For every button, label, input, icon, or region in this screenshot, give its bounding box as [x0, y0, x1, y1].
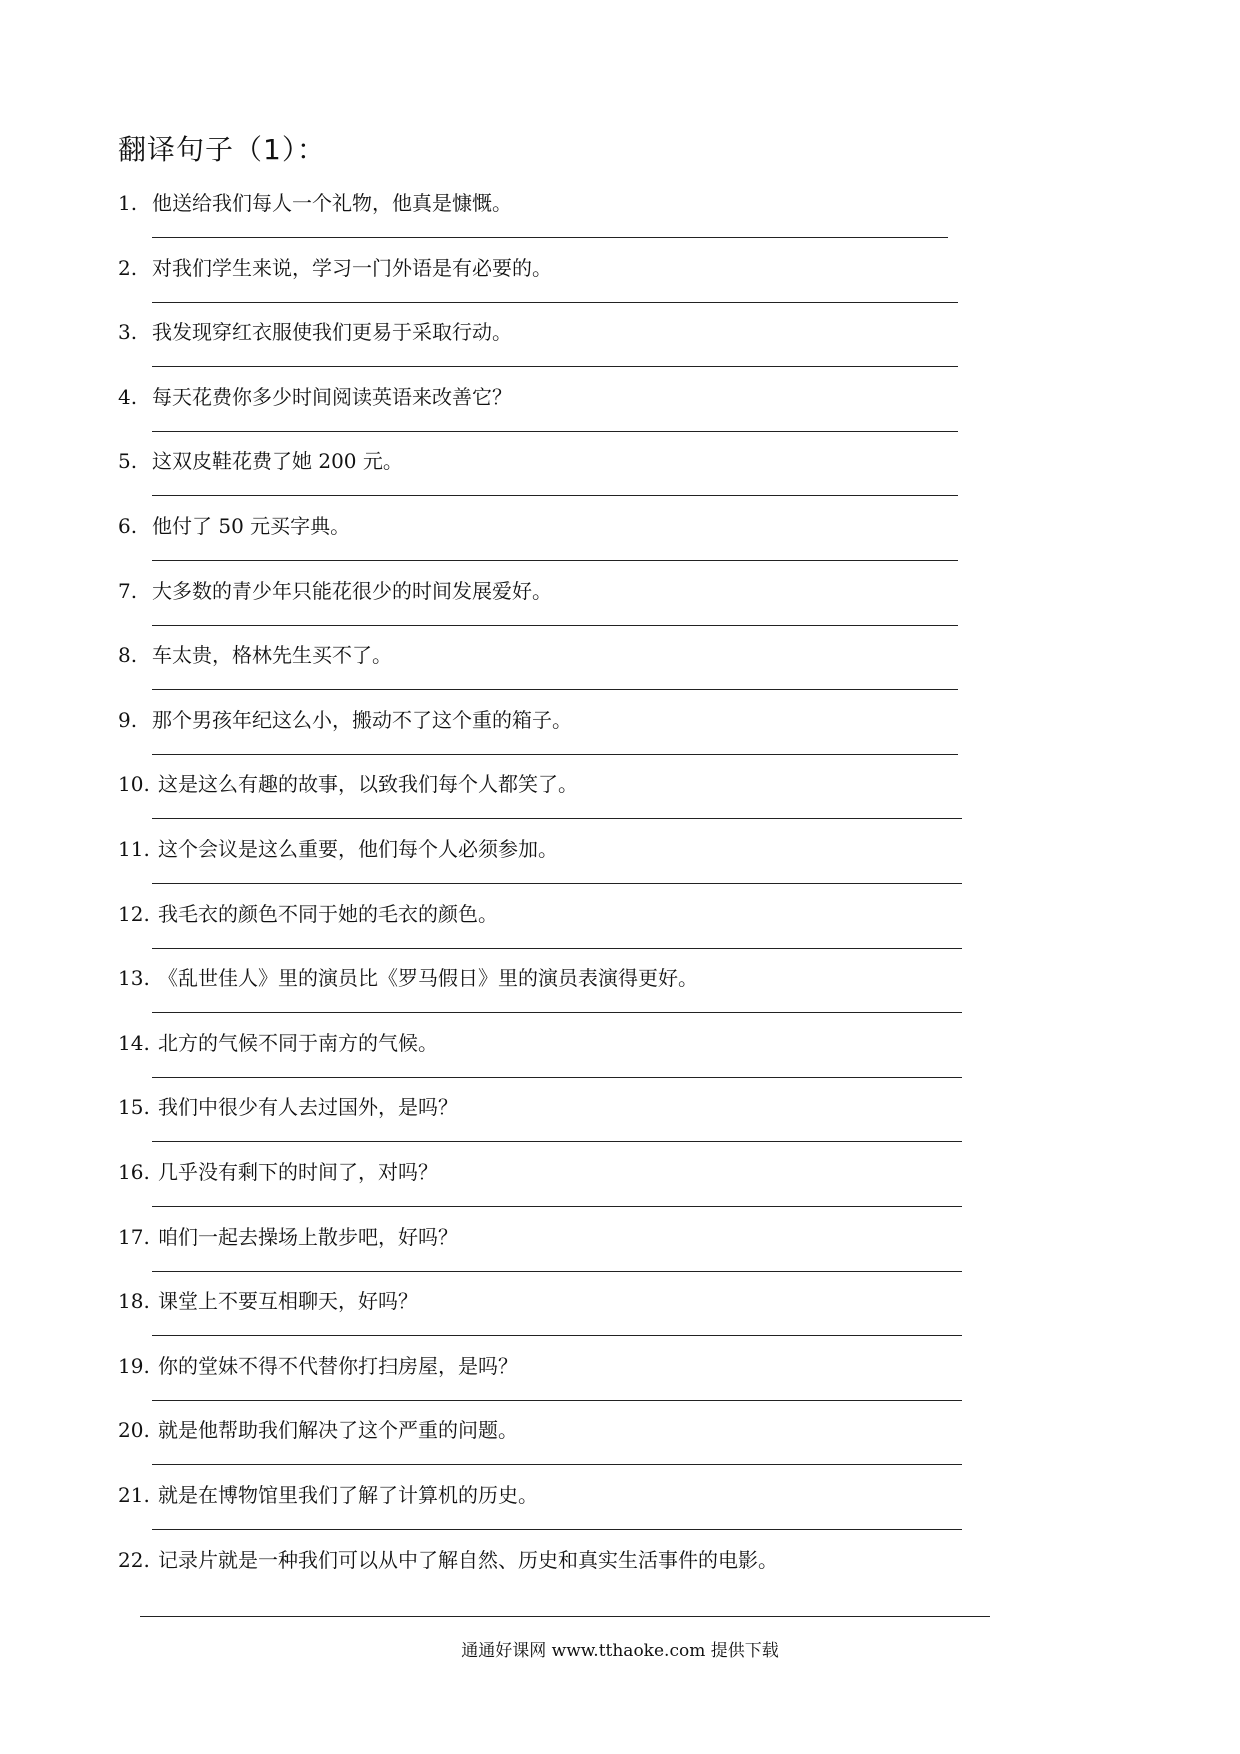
- answer-line[interactable]: [152, 1464, 962, 1465]
- question-1: [118, 188, 512, 218]
- question-text: 对我们学生来说，学习一门外语是有必要的。: [152, 256, 552, 280]
- footer-text: 通通好课网 www.tthaoke.com 提供下载: [461, 1641, 779, 1661]
- answer-line[interactable]: [152, 1271, 962, 1272]
- question-16: [118, 1157, 438, 1187]
- answer-line[interactable]: [152, 366, 958, 367]
- question-text: 北方的气候不同于南方的气候。: [158, 1031, 438, 1055]
- answer-line[interactable]: [152, 818, 962, 819]
- question-number: 11.: [118, 837, 150, 861]
- question-text: 你的堂妹不得不代替你打扫房屋，是吗？: [158, 1354, 518, 1378]
- question-12: [118, 899, 498, 929]
- question-text: 我毛衣的颜色不同于她的毛衣的颜色。: [158, 902, 498, 926]
- answer-line[interactable]: [152, 1206, 962, 1207]
- answer-line[interactable]: [152, 625, 958, 626]
- question-text: 每天花费你多少时间阅读英语来改善它？: [152, 385, 512, 409]
- answer-line[interactable]: [152, 948, 962, 949]
- question-9: [118, 705, 572, 735]
- question-text: 就是在博物馆里我们了解了计算机的历史。: [158, 1483, 538, 1507]
- question-22: [118, 1545, 778, 1575]
- question-text: 这是这么有趣的故事，以致我们每个人都笑了。: [158, 772, 578, 796]
- question-text: 那个男孩年纪这么小，搬动不了这个重的箱子。: [152, 708, 572, 732]
- answer-line[interactable]: [152, 302, 958, 303]
- question-number: 18.: [118, 1289, 150, 1313]
- question-11: [118, 834, 558, 864]
- footer-divider: [140, 1616, 990, 1617]
- question-3: [118, 317, 512, 347]
- question-number: 6.: [118, 514, 138, 538]
- question-number: 1.: [118, 191, 138, 215]
- question-10: [118, 769, 578, 799]
- question-text: 就是他帮助我们解决了这个严重的问题。: [158, 1418, 518, 1442]
- answer-line[interactable]: [152, 1529, 962, 1530]
- question-text: 记录片就是一种我们可以从中了解自然、历史和真实生活事件的电影。: [158, 1548, 778, 1572]
- question-text: 车太贵，格林先生买不了。: [152, 643, 392, 667]
- question-number: 14.: [118, 1031, 150, 1055]
- answer-line[interactable]: [152, 1012, 962, 1013]
- question-4: [118, 382, 512, 412]
- question-text: 课堂上不要互相聊天，好吗？: [158, 1289, 418, 1313]
- question-17: [118, 1222, 458, 1252]
- question-14: [118, 1028, 438, 1058]
- question-number: 22.: [118, 1548, 150, 1572]
- question-text: 他付了 50 元买字典。: [152, 514, 351, 538]
- question-number: 19.: [118, 1354, 150, 1378]
- question-6: [118, 511, 350, 541]
- question-text: 大多数的青少年只能花很少的时间发展爱好。: [152, 579, 552, 603]
- answer-line[interactable]: [152, 689, 958, 690]
- question-number: 8.: [118, 643, 138, 667]
- question-text: 他送给我们每人一个礼物，他真是慷慨。: [152, 191, 512, 215]
- question-5: [118, 446, 403, 476]
- question-text: 咱们一起去操场上散步吧，好吗？: [158, 1225, 458, 1249]
- answer-line[interactable]: [152, 1400, 962, 1401]
- question-number: 9.: [118, 708, 138, 732]
- question-21: [118, 1480, 538, 1510]
- question-text: 我们中很少有人去过国外，是吗？: [158, 1095, 458, 1119]
- question-number: 15.: [118, 1095, 150, 1119]
- question-number: 7.: [118, 579, 138, 603]
- question-13: [118, 963, 698, 993]
- question-20: [118, 1415, 518, 1445]
- question-number: 17.: [118, 1225, 150, 1249]
- question-15: [118, 1092, 458, 1122]
- question-number: 10.: [118, 772, 150, 796]
- answer-line[interactable]: [152, 495, 958, 496]
- answer-line[interactable]: [152, 1077, 962, 1078]
- answer-line[interactable]: [152, 883, 962, 884]
- page-title: 翻译句子（1）：: [118, 133, 326, 166]
- question-text: 这双皮鞋花费了她 200 元。: [152, 449, 403, 473]
- answer-line[interactable]: [152, 237, 948, 238]
- answer-line[interactable]: [152, 1335, 962, 1336]
- question-number: 16.: [118, 1160, 150, 1184]
- answer-line[interactable]: [152, 431, 958, 432]
- question-8: [118, 640, 392, 670]
- question-number: 12.: [118, 902, 150, 926]
- question-number: 5.: [118, 449, 138, 473]
- question-number: 3.: [118, 320, 138, 344]
- question-number: 2.: [118, 256, 138, 280]
- question-number: 4.: [118, 385, 138, 409]
- question-19: [118, 1351, 518, 1381]
- question-2: [118, 253, 552, 283]
- question-text: 这个会议是这么重要，他们每个人必须参加。: [158, 837, 558, 861]
- answer-line[interactable]: [152, 560, 958, 561]
- answer-line[interactable]: [152, 754, 958, 755]
- question-18: [118, 1286, 418, 1316]
- question-number: 13.: [118, 966, 150, 990]
- question-text: 几乎没有剩下的时间了，对吗？: [158, 1160, 438, 1184]
- question-text: 我发现穿红衣服使我们更易于采取行动。: [152, 320, 512, 344]
- answer-line[interactable]: [152, 1141, 962, 1142]
- question-number: 21.: [118, 1483, 150, 1507]
- question-number: 20.: [118, 1418, 150, 1442]
- question-text: 《乱世佳人》里的演员比《罗马假日》里的演员表演得更好。: [158, 966, 698, 990]
- question-7: [118, 576, 552, 606]
